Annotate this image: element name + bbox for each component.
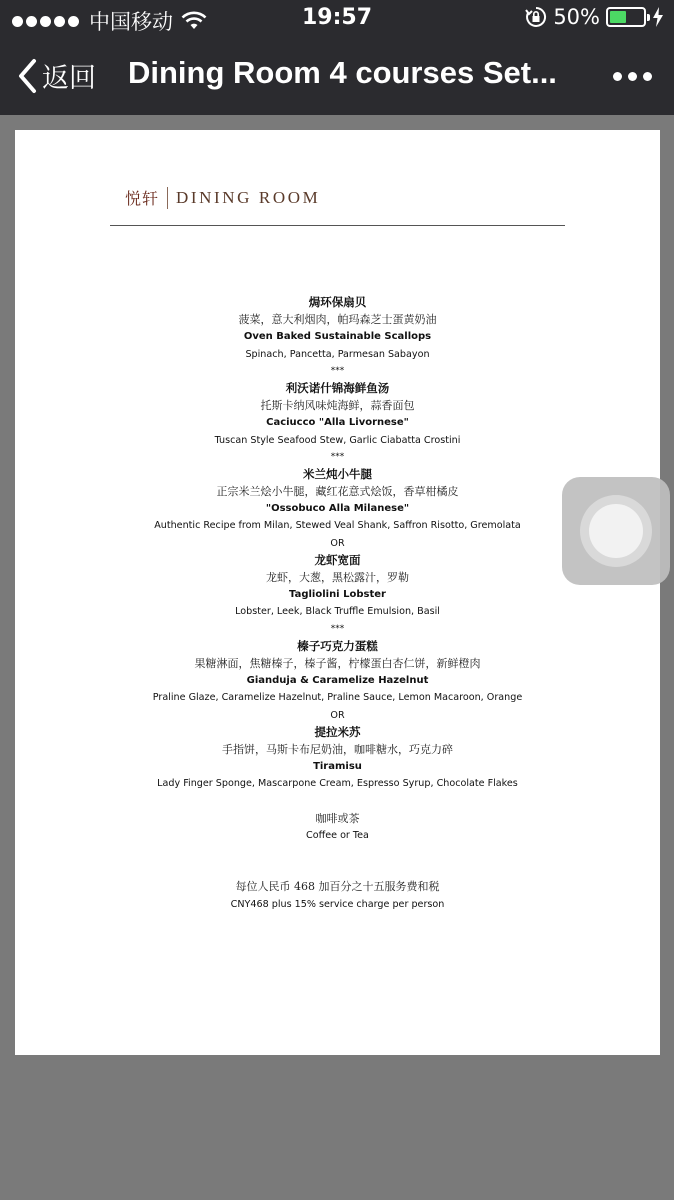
brand-divider bbox=[167, 187, 168, 209]
menu-line-en-desc: Lady Finger Sponge, Mascarpone Cream, Espresso Syrup, Chocolate Flakes bbox=[157, 778, 518, 790]
menu-line-cn-title: 焗环保扇贝 bbox=[308, 295, 367, 309]
battery-icon bbox=[606, 7, 646, 27]
menu-line-sep: *** bbox=[330, 365, 345, 376]
chevron-left-icon bbox=[16, 57, 38, 95]
menu-line-en-title: "Ossobuco Alla Milanese" bbox=[265, 503, 410, 515]
page-title: Dining Room 4 courses Set... bbox=[128, 55, 557, 90]
header-rule bbox=[110, 225, 565, 226]
menu-line-en-desc: Tuscan Style Seafood Stew, Garlic Ciabatta Crostini bbox=[214, 434, 461, 446]
menu-line-cn-desc: 菠菜，意大利烟肉，帕玛森芝士蛋黄奶油 bbox=[238, 313, 437, 327]
battery-percent: 50% bbox=[553, 5, 600, 29]
menu-line-en-title: Gianduja & Caramelize Hazelnut bbox=[246, 675, 429, 687]
menu-line-sep: *** bbox=[330, 451, 345, 462]
brand-logo bbox=[125, 186, 320, 209]
menu-line-cn-title: 龙虾宽面 bbox=[314, 552, 361, 567]
menu-line-cn-title: 利沃诺什锦海鲜鱼汤 bbox=[285, 380, 390, 395]
menu-line-en-desc: Authentic Recipe from Milan, Stewed Veal Shank, Saffron Risotto, Gremolata bbox=[154, 520, 521, 532]
menu-spacer bbox=[15, 844, 660, 861]
menu-line-en-desc: Spinach, Pancetta, Parmesan Sabayon bbox=[245, 348, 430, 360]
menu-spacer bbox=[15, 861, 660, 878]
menu-document bbox=[15, 130, 660, 1055]
brand-english: DINING ROOM bbox=[176, 187, 321, 207]
assistive-touch-button[interactable] bbox=[562, 477, 670, 585]
status-time: 19:57 bbox=[301, 5, 373, 30]
rotation-lock-icon bbox=[525, 6, 547, 28]
menu-line-en-desc: CNY468 plus 15% service charge per person bbox=[230, 898, 445, 910]
menu-content bbox=[15, 294, 660, 913]
status-bar bbox=[0, 0, 674, 38]
menu-line-cn-desc: 咖啡或茶 bbox=[315, 811, 360, 825]
status-right bbox=[525, 5, 664, 29]
menu-line-en-title: Tiramisu bbox=[313, 761, 362, 773]
menu-line-en-title: Caciucco "Alla Livornese" bbox=[266, 417, 409, 429]
menu-line-en-desc: Coffee or Tea bbox=[306, 829, 369, 841]
menu-line-cn-desc: 托斯卡纳风味炖海鲜，蒜香面包 bbox=[260, 399, 415, 413]
top-bar bbox=[0, 0, 674, 115]
menu-spacer bbox=[15, 792, 660, 809]
menu-line-en-desc: Lobster, Leek, Black Truffle Emulsion, Basil bbox=[235, 606, 440, 618]
menu-line-en-title: Tagliolini Lobster bbox=[289, 589, 386, 601]
menu-line-en-desc: Praline Glaze, Caramelize Hazelnut, Praline Sauce, Lemon Macaroon, Orange bbox=[152, 692, 523, 704]
battery-level bbox=[610, 11, 626, 23]
back-label: 返回 bbox=[42, 63, 96, 94]
menu-line-cn-title: 榛子巧克力蛋糕 bbox=[297, 638, 378, 653]
menu-line-cn-title: 米兰炖小牛腿 bbox=[303, 466, 372, 481]
menu-line-cn-desc: 正宗米兰烩小牛腿，藏红花意式烩饭，香草柑橘皮 bbox=[216, 485, 459, 499]
menu-line-en-title: Oven Baked Sustainable Scallops bbox=[243, 331, 432, 343]
menu-line-cn-desc: 果糖淋面，焦糖榛子，榛子酱，柠檬蛋白杏仁饼，新鲜橙肉 bbox=[194, 656, 481, 670]
back-button[interactable] bbox=[16, 56, 96, 95]
menu-line-cn-desc: 龙虾，大葱，黑松露汁，罗勒 bbox=[266, 571, 409, 584]
navigation-bar bbox=[0, 38, 674, 115]
carrier-name: 中国移动 bbox=[89, 10, 173, 34]
menu-line-cn-title: 提拉米苏 bbox=[314, 724, 361, 739]
more-options-button[interactable] bbox=[613, 72, 652, 81]
charging-icon bbox=[652, 7, 664, 27]
menu-line-en-desc: OR bbox=[330, 709, 345, 721]
menu-line-cn-desc: 手指饼，马斯卡布尼奶油，咖啡糖水，巧克力碎 bbox=[222, 742, 453, 756]
brand-chinese: 悦轩 bbox=[125, 189, 160, 208]
menu-line-cn-desc: 每位人民币 468 加百分之十五服务费和税 bbox=[235, 880, 440, 894]
menu-line-sep: *** bbox=[330, 623, 345, 634]
menu-line-en-desc: OR bbox=[330, 537, 345, 549]
